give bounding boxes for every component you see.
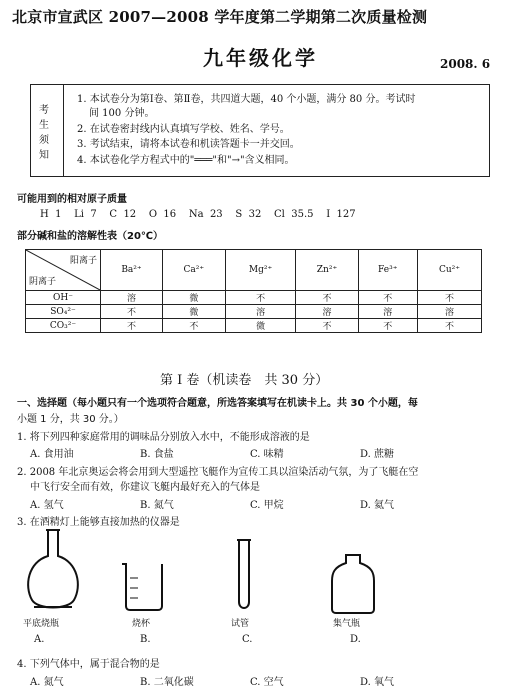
- question-stem: 4. 下列气体中，属于混合物的是: [17, 659, 160, 670]
- section-instructions: 小题 1 分，共 30 分。）: [17, 414, 124, 425]
- table-cell: 不: [101, 305, 163, 319]
- subject-title: 九年级化学: [203, 46, 318, 70]
- flat-bottom-flask-icon: [18, 528, 88, 618]
- option-c: C. 空气: [250, 677, 284, 688]
- anion-label: CO₃²⁻: [26, 319, 101, 333]
- cation-header: Cu²⁺: [417, 250, 481, 291]
- table-cell: 溶: [101, 291, 163, 305]
- beaker-icon: [118, 560, 168, 612]
- option-a: A.: [34, 634, 45, 645]
- table-cell: 微: [225, 319, 296, 333]
- table-cell: 不: [296, 319, 358, 333]
- option-d: D.: [350, 634, 361, 645]
- notice-line: 2. 在试卷密封线内认真填写学校、姓名、学号。: [77, 124, 290, 135]
- instrument-label: 平底烧瓶: [23, 619, 60, 629]
- cation-header: Fe³⁺: [358, 250, 417, 291]
- option-c: C.: [242, 634, 253, 645]
- question-stem: 3. 在酒精灯上能够直接加热的仪器是: [17, 517, 180, 528]
- table-cell: 不: [417, 319, 481, 333]
- section-instructions: 一、选择题（每小题只有一个选项符合题意，所选答案填写在机读卡上。共 30 个小题，每: [17, 398, 418, 409]
- table-cell: 不: [358, 291, 417, 305]
- option-a: A. 氮气: [30, 677, 64, 688]
- atomic-mass-values: H 1 Li 7 C 12 O 16 Na 23 S 32 Cl 35.5 I 127: [40, 209, 356, 220]
- notice-label-char: 知: [39, 150, 49, 161]
- test-tube-icon: [234, 538, 254, 613]
- table-cell: 不: [101, 319, 163, 333]
- notice-label: [31, 85, 64, 176]
- table-row: [26, 291, 482, 305]
- instrument-label: 烧杯: [132, 619, 151, 629]
- table-cell: 不: [162, 319, 225, 333]
- option-a: A. 食用油: [30, 449, 74, 460]
- notice-label-char: 考: [39, 105, 49, 116]
- table-cell: 不: [358, 319, 417, 333]
- corner-cation-label: 阳离子: [69, 256, 97, 266]
- cation-header: Ca²⁺: [162, 250, 225, 291]
- table-cell: 微: [162, 291, 225, 305]
- table-header-row: [26, 250, 482, 291]
- question-stem: 中飞行安全而有效，你建议飞艇内最好充入的气体是: [30, 482, 260, 493]
- option-b: B.: [140, 634, 151, 645]
- section-title: 第 Ⅰ 卷（机读卷 共 30 分）: [160, 373, 329, 388]
- corner-anion-label: 阴离子: [29, 277, 57, 287]
- option-b: B. 食盐: [140, 449, 174, 460]
- option-a: A. 氢气: [30, 500, 64, 511]
- table-row: [26, 319, 482, 333]
- table-cell: 溶: [417, 305, 481, 319]
- question-stem: 2. 2008 年北京奥运会将会用到大型遥控飞艇作为宣传工具以渲染活动气氛，为了飞艇在空: [17, 467, 419, 478]
- notice-line: 1. 本试卷分为第Ⅰ卷、第Ⅱ卷，共四道大题，40 个小题，满分 80 分。考试时: [77, 94, 416, 105]
- solubility-title: 部分碱和盐的溶解性表（20℃）: [17, 231, 164, 242]
- notice-line: 间 100 分钟。: [89, 108, 155, 119]
- anion-label: SO₄²⁻: [26, 305, 101, 319]
- table-cell: 不: [417, 291, 481, 305]
- atomic-mass-title: 可能用到的相对原子质量: [17, 194, 127, 205]
- option-d: D. 氧气: [360, 677, 395, 688]
- anion-label: OH⁻: [26, 291, 101, 305]
- instrument-label: 试管: [231, 619, 250, 629]
- notice-line: 4. 本试卷化学方程式中的"═══"和"→"含义相同。: [77, 155, 295, 166]
- exam-date: 2008. 6: [440, 57, 491, 71]
- candidate-notice-box: [30, 84, 490, 177]
- cation-header: Zn²⁺: [296, 250, 358, 291]
- notice-label-char: 生: [39, 120, 49, 131]
- solubility-table: [25, 249, 482, 333]
- notice-label-char: 须: [39, 135, 49, 146]
- option-c: C. 甲烷: [250, 500, 284, 511]
- table-cell: 不: [296, 291, 358, 305]
- option-b: B. 氮气: [140, 500, 174, 511]
- table-cell: 溶: [296, 305, 358, 319]
- option-d: D. 蔗糖: [360, 449, 395, 460]
- table-cell: 溶: [358, 305, 417, 319]
- cation-header: Mg²⁺: [225, 250, 296, 291]
- gas-collecting-bottle-icon: [328, 553, 378, 615]
- table-row: [26, 305, 482, 319]
- table-cell: 溶: [225, 305, 296, 319]
- table-cell: 微: [162, 305, 225, 319]
- option-b: B. 二氧化碳: [140, 677, 194, 688]
- cation-header: Ba²⁺: [101, 250, 163, 291]
- notice-line: 3. 考试结束，请将本试卷和机读答题卡一并交回。: [77, 139, 300, 150]
- option-c: C. 味精: [250, 449, 284, 460]
- table-cell: 不: [225, 291, 296, 305]
- instrument-label: 集气瓶: [333, 619, 361, 629]
- table-corner-cell: [26, 250, 101, 291]
- question-stem: 1. 将下列四种家庭常用的调味品分别放入水中，不能形成溶液的是: [17, 432, 310, 443]
- exam-title: 北京市宣武区 2007—2008 学年度第二学期第二次质量检测: [12, 8, 428, 26]
- option-d: D. 氦气: [360, 500, 395, 511]
